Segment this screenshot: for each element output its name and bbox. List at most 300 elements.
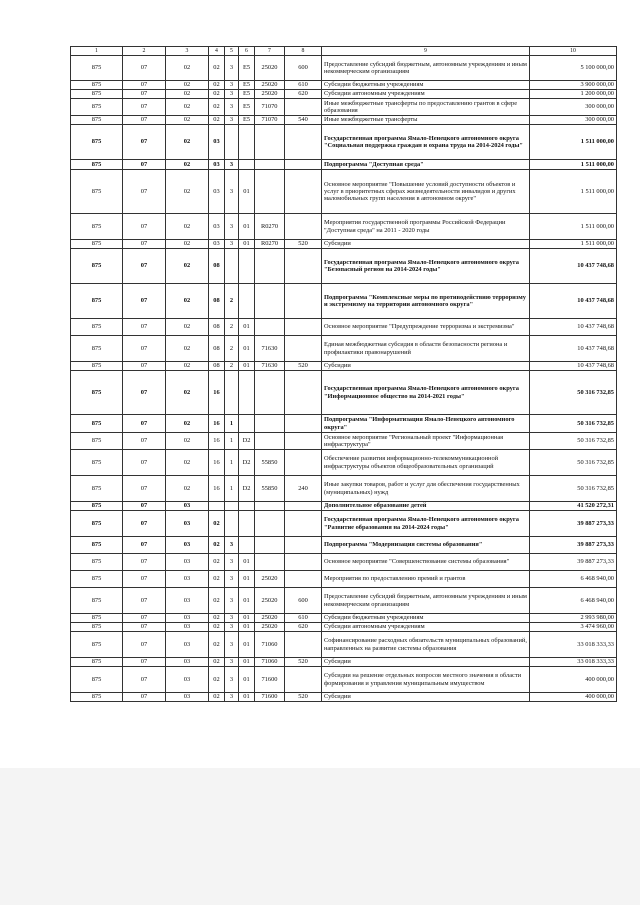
table-row	[71, 371, 617, 415]
cell-amount: 50 316 732,85	[530, 450, 617, 476]
cell-subprogram: 3	[225, 658, 239, 667]
cell-expense-type	[285, 160, 322, 170]
table-row	[71, 450, 617, 476]
cell-subprogram: 1	[225, 415, 239, 433]
cell-direction: 71070	[255, 99, 285, 116]
cell-gr-code: 875	[71, 362, 123, 371]
cell-expense-type	[285, 433, 322, 450]
cell-gr-code: 875	[71, 319, 123, 336]
column-number-3: 3	[166, 47, 209, 56]
cell-direction: 71630	[255, 336, 285, 362]
cell-description: Дополнительное образование детей	[322, 502, 530, 511]
cell-amount: 1 200 000,00	[530, 90, 617, 99]
table-row	[71, 667, 617, 693]
cell-description: Обеспечение развития информационно-телекоммуникационной инфраструктуры объектов общеобразовательных организаций	[322, 450, 530, 476]
cell-description: Софинансирование расходных обязательств муниципальных образований, направленных на развитие системы образования	[322, 632, 530, 658]
cell-section: 07	[123, 554, 166, 571]
table-row	[71, 170, 617, 214]
cell-section: 07	[123, 240, 166, 249]
cell-subprogram: 3	[225, 667, 239, 693]
cell-program: 02	[209, 614, 225, 623]
cell-description: Иные межбюджетные трансферты по предоставлению грантов в сфере образования	[322, 99, 530, 116]
table-row	[71, 415, 617, 433]
cell-subsection: 03	[166, 614, 209, 623]
cell-event: 01	[239, 614, 255, 623]
cell-direction	[255, 502, 285, 511]
table-row	[71, 160, 617, 170]
cell-description: Основное мероприятие "Повышение условий доступности объектов и услуг в приоритетных сферах жизнедеятельности инвалидов и других маломобильных групп населения в автономном округе"	[322, 170, 530, 214]
cell-subprogram: 3	[225, 81, 239, 90]
cell-subsection: 03	[166, 667, 209, 693]
cell-subprogram: 3	[225, 214, 239, 240]
cell-subsection: 03	[166, 588, 209, 614]
cell-amount: 300 000,00	[530, 116, 617, 125]
cell-gr-code: 875	[71, 632, 123, 658]
cell-expense-type	[285, 537, 322, 554]
cell-description: Субсидии автономным учреждениям	[322, 623, 530, 632]
cell-gr-code: 875	[71, 623, 123, 632]
cell-section: 07	[123, 90, 166, 99]
cell-subprogram: 1	[225, 433, 239, 450]
cell-program: 02	[209, 99, 225, 116]
cell-description: Субсидии на решение отдельных вопросов местного значения в области формирования и управления муниципальным имуществом	[322, 667, 530, 693]
table-row	[71, 81, 617, 90]
cell-amount: 50 316 732,85	[530, 415, 617, 433]
cell-expense-type: 240	[285, 476, 322, 502]
cell-subsection: 03	[166, 693, 209, 702]
cell-event: D2	[239, 433, 255, 450]
cell-subprogram	[225, 249, 239, 284]
column-number-10: 10	[530, 47, 617, 56]
cell-event: E5	[239, 81, 255, 90]
cell-gr-code: 875	[71, 588, 123, 614]
cell-amount: 39 887 273,33	[530, 511, 617, 537]
cell-amount: 10 437 748,68	[530, 336, 617, 362]
cell-event	[239, 502, 255, 511]
cell-subprogram: 3	[225, 632, 239, 658]
cell-description: Подпрограмма "Информатизация Ямало-Ненецкого автономного округа"	[322, 415, 530, 433]
cell-expense-type	[285, 249, 322, 284]
table-row	[71, 623, 617, 632]
cell-direction	[255, 537, 285, 554]
cell-description: Основное мероприятие "Региональный проект "Информационная инфраструктура"	[322, 433, 530, 450]
cell-section: 07	[123, 125, 166, 160]
cell-direction: 55850	[255, 450, 285, 476]
cell-expense-type	[285, 415, 322, 433]
cell-gr-code: 875	[71, 56, 123, 81]
cell-direction	[255, 284, 285, 319]
cell-direction: 71600	[255, 667, 285, 693]
cell-subsection: 03	[166, 511, 209, 537]
cell-description: Основное мероприятие "Совершенствование системы образования"	[322, 554, 530, 571]
cell-section: 07	[123, 693, 166, 702]
table-row	[71, 240, 617, 249]
cell-program: 08	[209, 362, 225, 371]
cell-direction: 71070	[255, 116, 285, 125]
cell-program: 16	[209, 450, 225, 476]
cell-subprogram	[225, 125, 239, 160]
cell-expense-type	[285, 319, 322, 336]
cell-amount: 1 511 000,00	[530, 214, 617, 240]
cell-subsection: 02	[166, 116, 209, 125]
table-row	[71, 319, 617, 336]
cell-program: 02	[209, 90, 225, 99]
cell-description: Государственная программа Ямало-Ненецкого автономного округа "Развитие образования на 2014-2024 годы"	[322, 511, 530, 537]
cell-subsection: 02	[166, 433, 209, 450]
cell-event: 01	[239, 667, 255, 693]
cell-direction: 25020	[255, 81, 285, 90]
cell-program: 02	[209, 554, 225, 571]
cell-description: Подпрограмма "Комплексные меры по противодействию терроризму и экстремизму на территории автономного округа"	[322, 284, 530, 319]
table-row	[71, 614, 617, 623]
cell-gr-code: 875	[71, 476, 123, 502]
cell-program: 03	[209, 160, 225, 170]
cell-gr-code: 875	[71, 240, 123, 249]
cell-event	[239, 249, 255, 284]
cell-program: 02	[209, 511, 225, 537]
cell-expense-type	[285, 511, 322, 537]
cell-subsection: 02	[166, 81, 209, 90]
cell-subsection: 02	[166, 415, 209, 433]
table-row	[71, 90, 617, 99]
cell-event	[239, 371, 255, 415]
cell-program: 02	[209, 56, 225, 81]
cell-program: 02	[209, 693, 225, 702]
cell-expense-type: 520	[285, 658, 322, 667]
cell-section: 07	[123, 249, 166, 284]
cell-event: 01	[239, 362, 255, 371]
cell-description: Предоставление субсидий бюджетным, автономным учреждениям и иным некоммерческим организациям	[322, 56, 530, 81]
cell-expense-type	[285, 667, 322, 693]
cell-description: Субсидии бюджетным учреждениям	[322, 81, 530, 90]
cell-amount: 10 437 748,68	[530, 319, 617, 336]
cell-gr-code: 875	[71, 511, 123, 537]
cell-amount: 39 887 273,33	[530, 537, 617, 554]
cell-expense-type	[285, 502, 322, 511]
cell-subprogram: 1	[225, 450, 239, 476]
cell-subprogram: 2	[225, 362, 239, 371]
cell-event: 01	[239, 319, 255, 336]
cell-direction: 25020	[255, 90, 285, 99]
cell-section: 07	[123, 511, 166, 537]
cell-section: 07	[123, 362, 166, 371]
cell-expense-type	[285, 632, 322, 658]
cell-amount: 1 511 000,00	[530, 160, 617, 170]
cell-program: 08	[209, 284, 225, 319]
cell-event: 01	[239, 170, 255, 214]
cell-description: Иные закупки товаров, работ и услуг для обеспечения государственных (муниципальных) нужд	[322, 476, 530, 502]
cell-expense-type	[285, 99, 322, 116]
cell-direction: 25020	[255, 56, 285, 81]
cell-expense-type	[285, 554, 322, 571]
cell-description: Подпрограмма "Доступная среда"	[322, 160, 530, 170]
cell-subprogram	[225, 502, 239, 511]
scan-margin	[0, 768, 640, 905]
column-number-5: 5	[225, 47, 239, 56]
cell-gr-code: 875	[71, 614, 123, 623]
cell-subprogram: 3	[225, 588, 239, 614]
cell-description: Субсидии	[322, 240, 530, 249]
cell-amount: 1 511 000,00	[530, 240, 617, 249]
cell-event: 01	[239, 336, 255, 362]
cell-section: 07	[123, 81, 166, 90]
cell-gr-code: 875	[71, 658, 123, 667]
cell-direction: R0270	[255, 240, 285, 249]
cell-direction	[255, 371, 285, 415]
cell-subprogram: 3	[225, 537, 239, 554]
cell-expense-type: 520	[285, 240, 322, 249]
cell-event: E5	[239, 116, 255, 125]
cell-subsection: 02	[166, 240, 209, 249]
cell-subprogram: 3	[225, 160, 239, 170]
cell-direction: 55850	[255, 476, 285, 502]
table-row	[71, 336, 617, 362]
cell-event: 01	[239, 658, 255, 667]
cell-description: Субсидии	[322, 658, 530, 667]
cell-event	[239, 511, 255, 537]
cell-expense-type: 520	[285, 362, 322, 371]
cell-subsection: 02	[166, 249, 209, 284]
cell-expense-type	[285, 571, 322, 588]
cell-gr-code: 875	[71, 160, 123, 170]
cell-amount: 33 018 333,33	[530, 632, 617, 658]
cell-subsection: 02	[166, 214, 209, 240]
cell-section: 07	[123, 56, 166, 81]
cell-program: 16	[209, 371, 225, 415]
cell-direction: 71060	[255, 658, 285, 667]
cell-amount: 6 468 940,00	[530, 588, 617, 614]
column-number-6: 6	[239, 47, 255, 56]
cell-subsection: 03	[166, 658, 209, 667]
cell-gr-code: 875	[71, 336, 123, 362]
cell-amount: 5 100 000,00	[530, 56, 617, 81]
cell-direction	[255, 249, 285, 284]
table-row	[71, 476, 617, 502]
cell-gr-code: 875	[71, 693, 123, 702]
cell-direction	[255, 160, 285, 170]
table-row	[71, 56, 617, 81]
cell-event: D2	[239, 450, 255, 476]
cell-section: 07	[123, 571, 166, 588]
cell-subsection: 02	[166, 170, 209, 214]
cell-event	[239, 415, 255, 433]
column-number-8: 8	[285, 47, 322, 56]
cell-direction: R0270	[255, 214, 285, 240]
cell-description: Субсидии бюджетным учреждениям	[322, 614, 530, 623]
cell-amount: 50 316 732,85	[530, 476, 617, 502]
cell-subprogram: 2	[225, 284, 239, 319]
cell-program: 02	[209, 537, 225, 554]
cell-amount: 3 474 960,00	[530, 623, 617, 632]
cell-amount: 300 000,00	[530, 99, 617, 116]
cell-direction	[255, 319, 285, 336]
cell-description: Мероприятия государственной программы Российской Федерации "Доступная среда" на 2011 - 2020 годы	[322, 214, 530, 240]
cell-gr-code: 875	[71, 214, 123, 240]
cell-subprogram: 3	[225, 116, 239, 125]
table-row	[71, 125, 617, 160]
cell-description: Государственная программа Ямало-Ненецкого автономного округа "Безопасный регион на 2014-2024 годы"	[322, 249, 530, 284]
column-number-9: 9	[322, 47, 530, 56]
cell-direction	[255, 125, 285, 160]
cell-description: Мероприятия по предоставлению премий и грантов	[322, 571, 530, 588]
cell-expense-type	[285, 284, 322, 319]
cell-expense-type	[285, 170, 322, 214]
cell-amount: 1 511 000,00	[530, 125, 617, 160]
cell-amount: 10 437 748,68	[530, 249, 617, 284]
table-row	[71, 433, 617, 450]
cell-amount: 10 437 748,68	[530, 362, 617, 371]
cell-expense-type: 600	[285, 588, 322, 614]
cell-amount: 41 520 272,31	[530, 502, 617, 511]
cell-event: E5	[239, 56, 255, 81]
cell-amount: 400 000,00	[530, 693, 617, 702]
cell-program: 02	[209, 571, 225, 588]
cell-expense-type: 600	[285, 56, 322, 81]
cell-program: 16	[209, 476, 225, 502]
cell-amount: 50 316 732,85	[530, 371, 617, 415]
cell-section: 07	[123, 433, 166, 450]
cell-section: 07	[123, 319, 166, 336]
cell-gr-code: 875	[71, 249, 123, 284]
cell-section: 07	[123, 658, 166, 667]
cell-amount: 1 511 000,00	[530, 170, 617, 214]
cell-program: 02	[209, 623, 225, 632]
cell-amount: 33 018 333,33	[530, 658, 617, 667]
cell-gr-code: 875	[71, 537, 123, 554]
cell-subsection: 03	[166, 537, 209, 554]
cell-event: 01	[239, 571, 255, 588]
table-row	[71, 588, 617, 614]
cell-expense-type: 540	[285, 116, 322, 125]
cell-amount: 400 000,00	[530, 667, 617, 693]
table-row	[71, 284, 617, 319]
cell-direction	[255, 433, 285, 450]
cell-gr-code: 875	[71, 571, 123, 588]
cell-subsection: 02	[166, 125, 209, 160]
table-row	[71, 537, 617, 554]
cell-program: 16	[209, 415, 225, 433]
cell-subsection: 02	[166, 450, 209, 476]
cell-gr-code: 875	[71, 371, 123, 415]
cell-event: D2	[239, 476, 255, 502]
cell-subsection: 02	[166, 362, 209, 371]
table-row	[71, 632, 617, 658]
cell-subsection: 03	[166, 632, 209, 658]
cell-direction: 25020	[255, 614, 285, 623]
cell-direction	[255, 415, 285, 433]
cell-subprogram: 3	[225, 90, 239, 99]
cell-program: 02	[209, 588, 225, 614]
cell-expense-type	[285, 450, 322, 476]
table-row	[71, 571, 617, 588]
cell-subprogram: 1	[225, 476, 239, 502]
cell-gr-code: 875	[71, 502, 123, 511]
cell-description: Основное мероприятие "Предупреждение терроризма и экстремизма"	[322, 319, 530, 336]
cell-subsection: 02	[166, 476, 209, 502]
table-row	[71, 693, 617, 702]
cell-event	[239, 125, 255, 160]
cell-subsection: 03	[166, 554, 209, 571]
cell-expense-type	[285, 214, 322, 240]
cell-gr-code: 875	[71, 99, 123, 116]
cell-direction: 71600	[255, 693, 285, 702]
cell-section: 07	[123, 502, 166, 511]
cell-expense-type	[285, 371, 322, 415]
cell-program: 08	[209, 319, 225, 336]
cell-description: Иные межбюджетные трансферты	[322, 116, 530, 125]
cell-direction: 25020	[255, 588, 285, 614]
cell-program: 02	[209, 116, 225, 125]
cell-direction: 71630	[255, 362, 285, 371]
cell-subprogram: 3	[225, 170, 239, 214]
cell-subprogram: 2	[225, 336, 239, 362]
table-row	[71, 99, 617, 116]
cell-program: 03	[209, 125, 225, 160]
cell-section: 07	[123, 214, 166, 240]
cell-event	[239, 537, 255, 554]
cell-gr-code: 875	[71, 667, 123, 693]
cell-expense-type	[285, 336, 322, 362]
cell-expense-type: 610	[285, 614, 322, 623]
column-number-4: 4	[209, 47, 225, 56]
cell-gr-code: 875	[71, 170, 123, 214]
cell-direction	[255, 170, 285, 214]
cell-section: 07	[123, 614, 166, 623]
table-row	[71, 214, 617, 240]
cell-subprogram	[225, 511, 239, 537]
cell-section: 07	[123, 450, 166, 476]
table-header-row	[71, 47, 617, 56]
cell-description: Субсидии	[322, 362, 530, 371]
cell-subsection: 02	[166, 160, 209, 170]
cell-event: 01	[239, 623, 255, 632]
cell-section: 07	[123, 632, 166, 658]
cell-amount: 3 900 000,00	[530, 81, 617, 90]
table-row	[71, 502, 617, 511]
table-row	[71, 511, 617, 537]
budget-table	[70, 46, 617, 702]
cell-subsection: 03	[166, 571, 209, 588]
cell-gr-code: 875	[71, 433, 123, 450]
cell-subsection: 02	[166, 99, 209, 116]
cell-direction: 71060	[255, 632, 285, 658]
cell-description: Единая межбюджетная субсидия в области безопасности региона и профилактики правонарушений	[322, 336, 530, 362]
cell-gr-code: 875	[71, 284, 123, 319]
cell-amount: 39 887 273,33	[530, 554, 617, 571]
cell-subsection: 02	[166, 319, 209, 336]
cell-subsection: 03	[166, 502, 209, 511]
cell-gr-code: 875	[71, 450, 123, 476]
table-row	[71, 116, 617, 125]
cell-description: Государственная программа Ямало-Ненецкого автономного округа "Информационное общество на 2014-2021 годы"	[322, 371, 530, 415]
cell-description: Субсидии	[322, 693, 530, 702]
column-number-1: 1	[71, 47, 123, 56]
cell-section: 07	[123, 284, 166, 319]
cell-section: 07	[123, 537, 166, 554]
cell-program: 02	[209, 81, 225, 90]
cell-direction: 25020	[255, 571, 285, 588]
cell-subprogram: 3	[225, 623, 239, 632]
cell-expense-type	[285, 125, 322, 160]
cell-expense-type: 620	[285, 623, 322, 632]
table-row	[71, 554, 617, 571]
cell-section: 07	[123, 623, 166, 632]
cell-gr-code: 875	[71, 415, 123, 433]
cell-expense-type: 610	[285, 81, 322, 90]
cell-event: 01	[239, 554, 255, 571]
cell-amount: 10 437 748,68	[530, 284, 617, 319]
cell-expense-type: 520	[285, 693, 322, 702]
